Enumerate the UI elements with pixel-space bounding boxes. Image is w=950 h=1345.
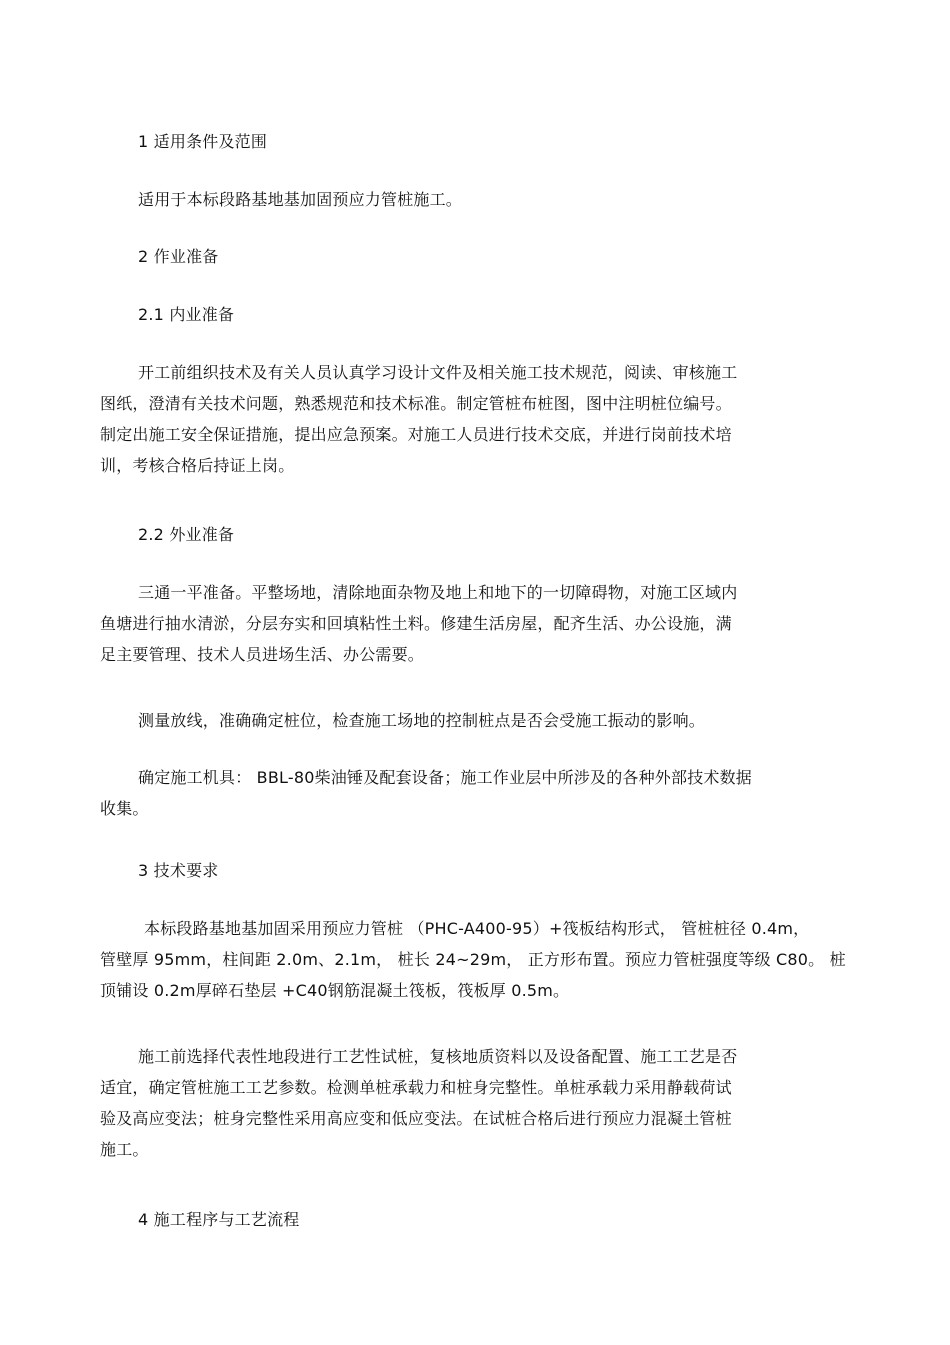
paragraph-line: 适用于本标段路基地基加固预应力管桩施工。: [138, 190, 463, 209]
heading-text: 2 作业准备: [138, 247, 219, 266]
paragraph-line: 施工前选择代表性地段进行工艺性试桩，复核地质资料以及设备配置、施工工艺是否: [138, 1047, 738, 1066]
heading-text: 3 技术要求: [138, 861, 219, 880]
section-heading-1: [100, 126, 820, 157]
section-heading-4: [100, 1204, 820, 1235]
paragraph-line: 鱼塘进行抽水清淤，分层夯实和回填粘性土料。修建生活房屋，配齐生活、办公设施，满: [100, 614, 732, 633]
paragraph-line: 管壁厚 95mm，柱间距 2.0m、2.1m， 桩长 24~29m， 正方形布置。预应力管桩强度等级 C80。 桩: [100, 950, 846, 969]
paragraph-7: [100, 1041, 820, 1165]
paragraph-line: 适宜，确定管桩施工工艺参数。检测单桩承载力和桩身完整性。单桩承载力采用静载荷试: [100, 1078, 732, 1097]
paragraph-line: 测量放线，准确确定桩位，检查施工场地的控制桩点是否会受施工振动的影响。: [138, 711, 706, 730]
heading-text: 1 适用条件及范围: [138, 132, 268, 151]
paragraph-line: 验及高应变法；桩身完整性采用高应变和低应变法。在试桩合格后进行预应力混凝土管桩: [100, 1109, 732, 1128]
section-heading-2-1: [100, 299, 820, 330]
paragraph-6: [100, 913, 846, 1006]
paragraph-5: [100, 762, 820, 824]
paragraph-4: [100, 705, 820, 736]
paragraph-line: 三通一平准备。平整场地，清除地面杂物及地上和地下的一切障碍物，对施工区域内: [138, 583, 738, 602]
paragraph-1: [100, 184, 820, 215]
heading-text: 4 施工程序与工艺流程: [138, 1210, 300, 1229]
paragraph-line: 顶铺设 0.2m厚碎石垫层 +C40钢筋混凝土筏板，筏板厚 0.5m。: [100, 981, 570, 1000]
section-heading-2: [100, 241, 820, 272]
heading-text: 2.2 外业准备: [138, 525, 235, 544]
paragraph-line: 开工前组织技术及有关人员认真学习设计文件及相关施工技术规范，阅读、审核施工: [138, 363, 738, 382]
section-heading-2-2: [100, 519, 820, 550]
paragraph-line: 确定施工机具： BBL-80柴油锤及配套设备；施工作业层中所涉及的各种外部技术数据: [138, 768, 753, 787]
paragraph-line: 收集。: [100, 799, 149, 818]
paragraph-2: [100, 357, 820, 481]
heading-text: 2.1 内业准备: [138, 305, 235, 324]
paragraph-line: 图纸，澄清有关技术问题，熟悉规范和技术标准。制定管桩布桩图，图中注明桩位编号。: [100, 394, 732, 413]
paragraph-line: 足主要管理、技术人员进场生活、办公需要。: [100, 645, 425, 664]
paragraph-line: 制定出施工安全保证措施，提出应急预案。对施工人员进行技术交底，并进行岗前技术培: [100, 425, 732, 444]
section-heading-3: [100, 855, 820, 886]
paragraph-line: 本标段路基地基加固采用预应力管桩 （PHC-A400-95）+筏板结构形式， 管桩桩径 0.4m，: [144, 919, 810, 938]
paragraph-line: 训，考核合格后持证上岗。: [100, 456, 295, 475]
paragraph-line: 施工。: [100, 1140, 149, 1159]
paragraph-3: [100, 577, 820, 670]
